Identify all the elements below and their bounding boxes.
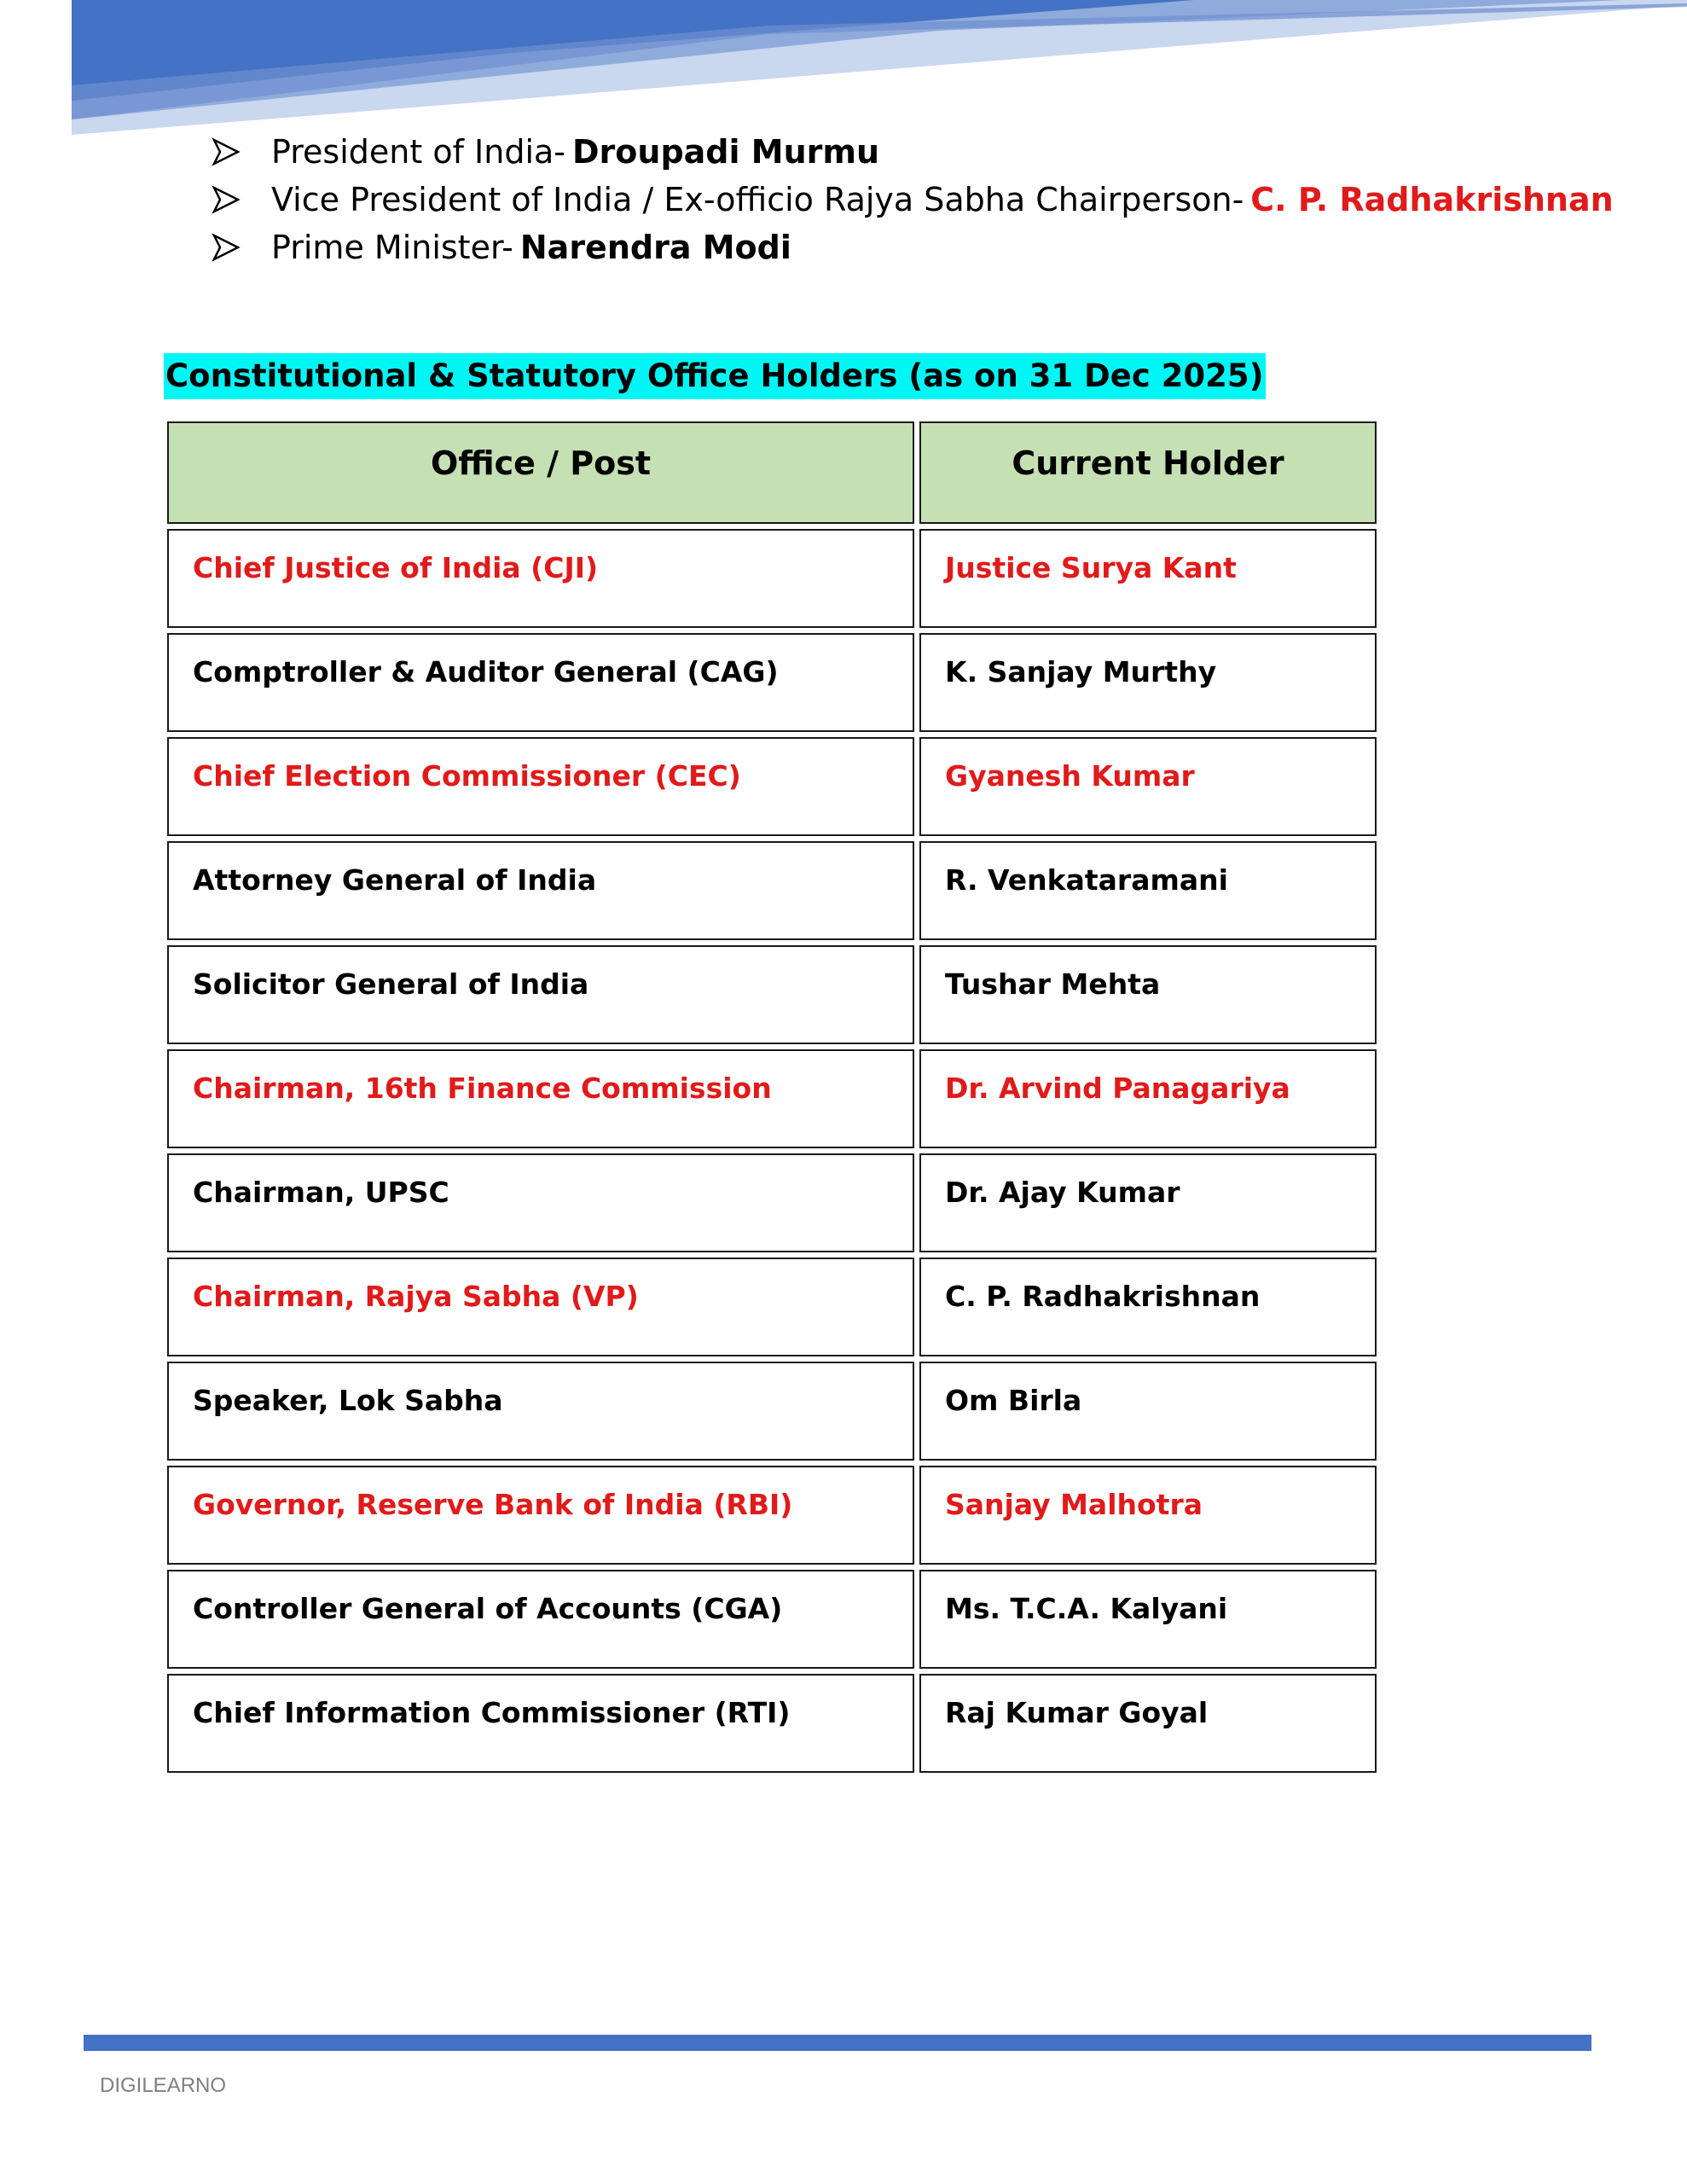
bullet-name: Droupadi Murmu <box>572 133 880 171</box>
bullet-name: Narendra Modi <box>519 229 791 266</box>
table-row <box>167 1570 1377 1669</box>
bullet-label: President of India- <box>271 133 566 171</box>
bullet-name: C. P. Radhakrishnan <box>1250 181 1614 218</box>
header-decoration <box>0 0 1687 145</box>
office-post-cell: Chairman, 16th Finance Commission <box>167 1049 914 1148</box>
current-holder-cell: Sanjay Malhotra <box>919 1466 1377 1565</box>
office-post-cell: Chief Information Commissioner (RTI) <box>167 1674 914 1773</box>
office-post-cell: Controller General of Accounts (CGA) <box>167 1570 914 1669</box>
current-holder-cell: Om Birla <box>919 1362 1377 1461</box>
table-row <box>167 945 1377 1044</box>
office-holders-table <box>162 416 1382 1778</box>
bullet-prime-minister <box>212 224 1614 271</box>
current-holder-cell: Justice Surya Kant <box>919 529 1377 628</box>
table-row <box>167 1362 1377 1461</box>
table-header-row <box>167 421 1377 524</box>
current-holder-cell: Dr. Ajay Kumar <box>919 1153 1377 1252</box>
key-leaders-list <box>212 128 1614 271</box>
current-holder-cell: Gyanesh Kumar <box>919 737 1377 836</box>
office-post-cell: Chairman, Rajya Sabha (VP) <box>167 1258 914 1356</box>
arrow-bullet-icon <box>212 233 241 262</box>
footer-bar <box>84 2035 1591 2051</box>
office-post-cell: Comptroller & Auditor General (CAG) <box>167 633 914 732</box>
current-holder-cell: C. P. Radhakrishnan <box>919 1258 1377 1356</box>
table-row <box>167 841 1377 940</box>
office-post-cell: Chairman, UPSC <box>167 1153 914 1252</box>
bullet-label: Vice President of India / Ex-officio Rajya Sabha Chairperson- <box>271 181 1244 218</box>
table-row <box>167 737 1377 836</box>
arrow-bullet-icon <box>212 137 241 166</box>
table-row <box>167 633 1377 732</box>
table-row <box>167 1258 1377 1356</box>
current-holder-cell: K. Sanjay Murthy <box>919 633 1377 732</box>
current-holder-cell: Dr. Arvind Panagariya <box>919 1049 1377 1148</box>
arrow-bullet-icon <box>212 185 241 214</box>
footer-brand: DIGILEARNO <box>100 2074 227 2097</box>
header-current-holder: Current Holder <box>919 421 1377 524</box>
table-row <box>167 1153 1377 1252</box>
section-heading: Constitutional & Statutory Office Holders (as on 31 Dec 2025) <box>164 353 1266 399</box>
office-post-cell: Speaker, Lok Sabha <box>167 1362 914 1461</box>
bullet-vice-president <box>212 176 1614 224</box>
table-row <box>167 1466 1377 1565</box>
table-row <box>167 1049 1377 1148</box>
table-row <box>167 1674 1377 1773</box>
table-row <box>167 529 1377 628</box>
office-post-cell: Solicitor General of India <box>167 945 914 1044</box>
current-holder-cell: Tushar Mehta <box>919 945 1377 1044</box>
office-post-cell: Governor, Reserve Bank of India (RBI) <box>167 1466 914 1565</box>
bullet-label: Prime Minister- <box>271 229 513 266</box>
header-office-post: Office / Post <box>167 421 914 524</box>
office-post-cell: Chief Election Commissioner (CEC) <box>167 737 914 836</box>
current-holder-cell: Raj Kumar Goyal <box>919 1674 1377 1773</box>
office-post-cell: Attorney General of India <box>167 841 914 940</box>
current-holder-cell: R. Venkataramani <box>919 841 1377 940</box>
current-holder-cell: Ms. T.C.A. Kalyani <box>919 1570 1377 1669</box>
bullet-president <box>212 128 1614 176</box>
table-body <box>167 529 1377 1773</box>
office-post-cell: Chief Justice of India (CJI) <box>167 529 914 628</box>
